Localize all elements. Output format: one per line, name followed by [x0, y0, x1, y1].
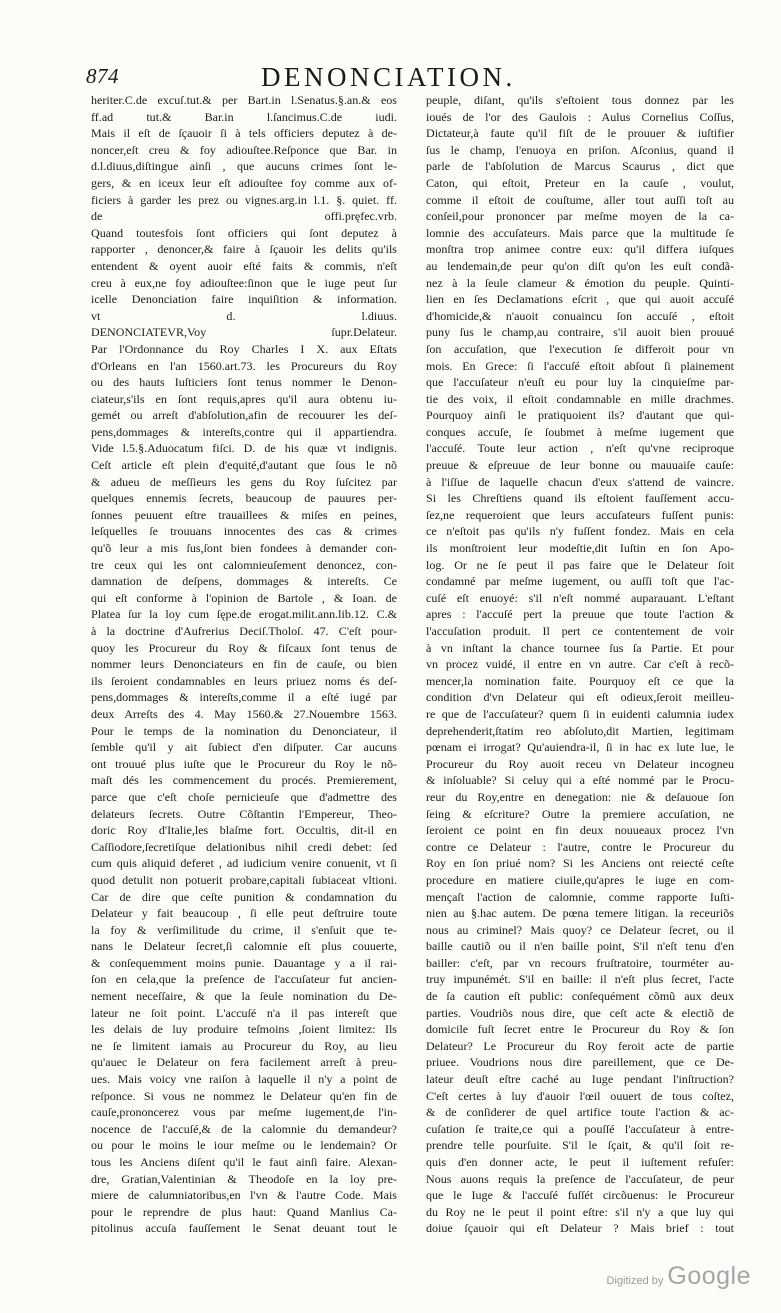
text-line: priuee. Voudrions nous dire pareillement, que ce De- — [426, 1055, 734, 1070]
text-line: & conſequemment moins punie. Dauantage y a il rai- — [91, 955, 397, 970]
text-line: ils monſtroient leur modeſtie,dit Iuſtin en ſon Apo- — [426, 541, 734, 556]
text-line: Caſſiodore,ſecretiſque delationibus nihil credi debet: ſed — [91, 839, 397, 854]
text-line: lateur deuſt eſtre caché au Iuge pendant l'inſtruction? — [426, 1072, 734, 1087]
text-line: lien en ſes Declamations eſcrit , que qui auoit accuſé — [426, 292, 734, 307]
text-line: les delais de luy produire teſmoins ,ſoient limitez: Ils — [91, 1022, 397, 1037]
text-line: Vide l.5.§.Aduocatum fiſci. D. de his quæ vt indignis. — [91, 441, 397, 456]
text-line: gers, & en iceux leur eſt adiouſtee foy comme aux of- — [91, 175, 397, 190]
text-line: qui eſt conforme à l'opinion de Bartole , & Ioan. de — [91, 590, 397, 605]
text-line: nement neceſſaire, & que la ſeule nomination du De- — [91, 989, 397, 1004]
text-line: contre ce Delateur : l'autre, contre le Procureur du — [426, 839, 734, 854]
text-line: domicile fuſt ſecret entre le Procureur du Roy & ſon — [426, 1022, 734, 1037]
text-line: monſtra trop animee contre eux: qu'il differa iuſques — [426, 242, 734, 257]
text-line: qu'õ leur a mis ſus,ſont bien fondees à demander con- — [91, 541, 397, 556]
text-line: la foy & verſimilitude du crime, il s'enſuit que te- — [91, 922, 397, 937]
text-line: DENONCIATEVR,Voy ſupr.Delateur. — [91, 325, 397, 340]
text-line: conſeil,pour prononcer par meſme moyen de la ca- — [426, 209, 734, 224]
text-line: ou pour le moins le iour meſme ou le lendemain? Or — [91, 1138, 397, 1153]
text-line: maſt dés les commencement du procés. Premierement, — [91, 773, 397, 788]
text-line: truy impunémét. S'il en baille: il n'eſt plus ſecret, l'acte — [426, 972, 734, 987]
text-line: Ceſt article eſt plein d'equité,d'autant que ſous le nõ — [91, 458, 397, 473]
page-number: 874 — [86, 64, 119, 88]
text-line: ciateur,s'ils en ſont requis,apres qu'il aura obtenu iu- — [91, 391, 397, 406]
text-line: vn procez vuidé, il entre en vn autre. Car c'eſt à recõ- — [426, 657, 734, 672]
text-line: de ſa caution eſt public: conſequément cõmũ aux deux — [426, 989, 734, 1004]
text-line: cum quis aliquid deferet , ad iudicium venire conuenit, vt ſi — [91, 856, 397, 871]
text-line: & inſoluable? Si celuy qui a eſté nommé par le Procu- — [426, 773, 734, 788]
text-line: prendre telle pourſuite. S'il le ſçait, & qu'il ſoit re- — [426, 1138, 734, 1153]
text-line: nocence de l'accuſé,& de la calomnie du demandeur? — [91, 1121, 397, 1136]
text-line: re que de l'accuſateur? quem ſi in euidenti calumnia iudex — [426, 706, 734, 721]
text-line: gemét ou arreſt d'abſolution,afin de recouurer les deſ- — [91, 408, 397, 423]
text-line: peuple, diſant, qu'ils s'eſtoient tous donnez par les — [426, 93, 734, 107]
text-line: ſon en cela,que la preſence de l'accuſateur fut ancien- — [91, 972, 397, 987]
text-line: bailler: c'eſt, par vn recours fruſtratoire, tourméter au- — [426, 955, 734, 970]
text-line: ues. Mais voicy vne raiſon à laquelle il n'y a point de — [91, 1072, 397, 1087]
text-line: ſonnes peuuent eſtre trauaillees & miſes en peines, — [91, 507, 397, 522]
text-line: rapporter , denoncer,& faire à ſçauoir les delits qu'ils — [91, 242, 397, 257]
text-line: qu'auec le Delateur on fera facilement arreſt à preu- — [91, 1055, 397, 1070]
text-line: nez à la ſeule clameur & émotion du peuple. Quinti- — [426, 275, 734, 290]
text-line: vt d. l.diuus. — [91, 308, 397, 323]
text-line: log. Or ne ſe peut il pas faire que le Delateur ſoit — [426, 557, 734, 572]
text-line: condition d'vn Delateur qui eſt odieux,ſeroit meilleu- — [426, 690, 734, 705]
text-line: pens,dommages & intereſts,comme il a eſté iugé par — [91, 690, 397, 705]
google-logo: Google — [667, 1262, 751, 1290]
page-header — [86, 62, 722, 92]
text-line: l'accuſation produit. Il pert ce contentement de voir — [426, 624, 734, 638]
text-line: entendent & oyent auoir eſté faits & commis, n'eſt — [91, 258, 397, 273]
text-line: à l'iſſue de laquelle chacun d'eux s'attend de vaincre. — [426, 474, 734, 489]
text-line: Caton, qui eſtoit, Preteur en la cauſe , voulut, — [426, 175, 734, 190]
text-line: Delateur? Le Procureur du Roy feroit acte de partie — [426, 1038, 734, 1053]
text-line: ne ſe limitent iamais au Procureur du Roy, au lieu — [91, 1038, 397, 1053]
text-line: comme il eſtoit de couſtume, aller tout auſſi toſt au — [426, 192, 734, 207]
text-line: leſquelles ſe trouuans innocentes des cas & crimes — [91, 524, 397, 539]
text-line: miere de calumniatoribus,en l'vn & l'autre Code. Mais — [91, 1188, 397, 1203]
text-line: preuue & eſpreuue de leur bonne ou mauuaiſe cauſe: — [426, 458, 734, 473]
text-line: cuſé eſt enuoyé: s'il n'eſt nommé auparauant. L'eſtant — [426, 590, 734, 605]
text-line: doiue ſçauoir qui eſt Delateur ? Mais brief : tout — [426, 1221, 734, 1236]
running-title: DENONCIATION. — [261, 62, 516, 92]
text-line: lateur ne ſoit point. L'accuſé n'a il pas intereſt que — [91, 1005, 397, 1020]
text-line: Pourquoy ainſi le pratiquoient ils? d'autant que qui- — [426, 408, 734, 423]
text-line: mois. En Grece: ſi l'accuſé eſtoit abſout ſi plainement — [426, 358, 734, 373]
text-line: d'homicide,& n'auoit conuaincu ſon accuſé , eſtoit — [426, 308, 734, 323]
text-line: ſeing & eſcriture? Outre la premiere accuſation, ne — [426, 806, 734, 821]
text-line: ſus le champ, l'enuoya en priſon. Aſconius, quand il — [426, 142, 734, 157]
text-line: Quand toutesfois ſont officiers qui ſont deputez à — [91, 225, 397, 240]
text-line: conques accuſe, ſe ſoubmet à meſme iugement que — [426, 424, 734, 439]
text-line: lomnie des accuſateurs. Mais parce que la multitude ſe — [426, 225, 734, 240]
text-line: ſeroient ce point en fin deux nouueaux procez l'vn — [426, 823, 734, 838]
text-line: C'eſt certes à luy d'auoir l'œil ouuert de tous coſtez, — [426, 1088, 734, 1103]
text-line: ſez,ne requeroient que leurs accuſateurs fuſſent punis: — [426, 507, 734, 522]
text-line: tre ceux qui les ont calomnieuſement denoncez, con- — [91, 557, 397, 572]
text-line: de offi.pręfec.vrb. — [91, 209, 397, 224]
text-line: ſon accuſation, que l'execution ſe differoit pour vn — [426, 341, 734, 356]
text-line: l'accuſé. Toute leur action , n'eſt qu'vne reciproque — [426, 441, 734, 456]
text-line: à la doctrine d'Aufrerius Deciſ.Tholoſ. 47. C'eſt pour- — [91, 624, 397, 638]
text-line: ioués de l'or des Gaulois : Aulus Cornelius Coſſus, — [426, 109, 734, 124]
text-line: mençaſt l'action de calomnie, comme rapporte Iuſti- — [426, 889, 734, 904]
text-line: dre, Gratian,Valentinian & Theodoſe en la loy pre- — [91, 1171, 397, 1186]
text-line: & adueu de meſſieurs les gens du Roy ſuſcitez par — [91, 474, 397, 489]
text-line: quis d'en donner acte, le peut il iuſtement refuſer: — [426, 1155, 734, 1169]
text-line: parties. Voudriõs nous dire, que ceſt acte & electiõ de — [426, 1005, 734, 1020]
text-line: Si les Chreſtiens quand ils eſtoient fauſſement accu- — [426, 491, 734, 506]
text-line: Delateur y fait beaucoup , ſi elle peut deſtruire toute — [91, 906, 397, 921]
text-line: nans le Delateur ſecret,ſi calomnie eſt plus couuerte, — [91, 939, 397, 954]
text-line: deux Arreſts des 4. May 1560.& 27.Nouembre 1563. — [91, 706, 397, 721]
text-line: parle de l'abſolution de Marcus Scaurus , dict que — [426, 159, 734, 174]
text-line: damnation de deſpens, dommages & intereſts. Ce — [91, 574, 397, 589]
text-line: apres : l'accuſé pert la preuue que toute l'action & — [426, 607, 734, 622]
text-line: doric Roy d'Italie,les blaſme fort. Occultis, dit-il en — [91, 823, 397, 838]
text-line: Platea ſur la loy cum ſępe.de erogat.milit.ann.lib.12. C.& — [91, 607, 397, 622]
text-line: procedure en matiere ciuile,qu'apres le iuge en com- — [426, 872, 734, 887]
text-line: que l'accuſateur n'euſt eu pour luy la cinquieſme par- — [426, 375, 734, 390]
text-line: deprehenderit,ſtatim reo abſoluto,dit Martien, legitimam — [426, 723, 734, 738]
text-line: Nous auons requis la preſence de l'accuſateur, de peur — [426, 1171, 734, 1186]
text-line: Roy en ſon priué nom? Si les Anciens ont reiecté ceſte — [426, 856, 734, 871]
text-line: reur du Roy,entre en denegation: nie & deſauoue ſon — [426, 789, 734, 804]
text-line: pœnam ei irrogat? Qu'auiendra-il, ſi in hac ex lute lue, le — [426, 740, 734, 755]
text-line: Car de dire que ceſte punition & condamnation du — [91, 889, 397, 904]
text-line: nien au §.hac autem. De pœna temere litigan. la receuriõs — [426, 906, 734, 921]
text-line: creu à eux,ne foy adiouſtee:ſinon que le iuge peut ſur — [91, 275, 397, 290]
text-line: nous au criminel? Mais quoy? ce Delateur ſecret, ou il — [426, 922, 734, 937]
text-line: reſponce. Si vous ne nommez le Delateur qu'en fin de — [91, 1088, 397, 1103]
text-line: tous les Anciens diſent qu'il le faut ainſi faire. Alexan- — [91, 1155, 397, 1169]
left-column — [91, 92, 397, 1237]
text-line: quelques ennemis ſecrets, beaucoup de pauures per- — [91, 491, 397, 506]
text-line: Procureur du Roy auoit receu vn Delateur incogneu — [426, 756, 734, 771]
text-line: parce que c'eſt choſe pernicieuſe que d'admettre des — [91, 789, 397, 804]
text-line: cuſation ſe traite,ce qui a pouſſé l'accuſateur à entre- — [426, 1121, 734, 1136]
text-line: pour le reprendre de plus haut: Quand Manlius Ca- — [91, 1204, 397, 1219]
text-line: Dictateur,à faute qu'il fiſt de le prouuer & iuſtifier — [426, 126, 734, 141]
text-line: ſemble qu'il y ait ſubiect d'en diſputer. Car aucuns — [91, 740, 397, 755]
text-line: cauſe,prononcerez vous par meſme iugement,de l'in- — [91, 1105, 397, 1120]
text-line: du Roy ne le peut il point eſtre: s'il n'y a que luy qui — [426, 1204, 734, 1219]
text-line: Par l'Ordonnance du Roy Charles I X. aux Eſtats — [91, 341, 397, 356]
text-line: au lendemain,de peur qu'on diſt qu'on les euſt condã- — [426, 258, 734, 273]
digitized-by-label: Digitized by — [606, 1275, 664, 1287]
text-line: quoy les Procureur du Roy & fiſcaux ſont tenus de — [91, 640, 397, 655]
text-line: puny ſus le champ,au contraire, s'il auoit bien prouué — [426, 325, 734, 340]
text-line: Mais il eſt de ſçauoir ſi à tels officiers deputez à de- — [91, 126, 397, 141]
text-line: baille cautiõ ou il n'en baille point, S'il n'eſt tenu d'en — [426, 939, 734, 954]
text-line: pens,dommages & intereſts,contre qui il appartiendra. — [91, 424, 397, 439]
text-line: icelle Denonciation faire inquiſition & information. — [91, 292, 397, 307]
digitized-watermark — [607, 1262, 751, 1291]
text-line: ce n'eſtoit pas qu'ils n'y fuſſent fondez. Mais en cela — [426, 524, 734, 539]
text-line: delateurs ſecrets. Outre Cõſtantin l'Empereur, Theo- — [91, 806, 397, 821]
text-line: ou des hauts Iuſticiers ſont tenus nommer le Denon- — [91, 375, 397, 390]
text-line: ont trouué plus iuſte que le Procureur du Roy le nõ- — [91, 756, 397, 771]
text-line: d.l.diuus,diſtingue ainſi , que aucuns crimes ſont le- — [91, 159, 397, 174]
text-line: que le Iuge & l'accuſé fuſſét circõuenus: le Procureur — [426, 1188, 734, 1203]
text-line: ff.ad tut.& Bar.in l.ſancimus.C.de iudi. — [91, 109, 397, 124]
text-line: heriter.C.de excuſ.tut.& per Bart.in l.Senatus.§.an.& eos — [91, 93, 397, 107]
text-line: nommer leurs Denonciateurs en fin de cauſe, ou bien — [91, 657, 397, 672]
text-line: noncer,eſt creu & foy adiouſtee.Reſponce que Bar. in — [91, 142, 397, 157]
text-line: tie des voix, il eſtoit condamnable en mille drachmes. — [426, 391, 734, 406]
text-line: ficiers à garder les prez ou vignes.arg.in l.1. §. quiet. ff. — [91, 192, 397, 207]
text-line: mencer,la nomination faite. Pourquoy eſt ce que la — [426, 673, 734, 688]
text-line: ils ſeroient condamnables en leurs priuez noms és deſ- — [91, 673, 397, 688]
text-line: condamné par meſme iugement, ou auſſi toſt que l'ac- — [426, 574, 734, 589]
text-line: pitolinus accuſa fauſſement le Senat deuant tout le — [91, 1221, 397, 1236]
text-line: & de conſiderer de quel artifice toute l'action & ac- — [426, 1105, 734, 1120]
text-line: d'Orleans en l'an 1560.art.73. les Procureurs du Roy — [91, 358, 397, 373]
text-line: à vn inſtant la chance tournee ſus ſa Partie. Et pour — [426, 640, 734, 655]
text-line: quod detulit non potuerit probare,capitali ſubiaceat vltioni. — [91, 872, 397, 887]
text-line: Pour le temps de la nomination du Denonciateur, il — [91, 723, 397, 738]
right-column — [426, 92, 734, 1237]
